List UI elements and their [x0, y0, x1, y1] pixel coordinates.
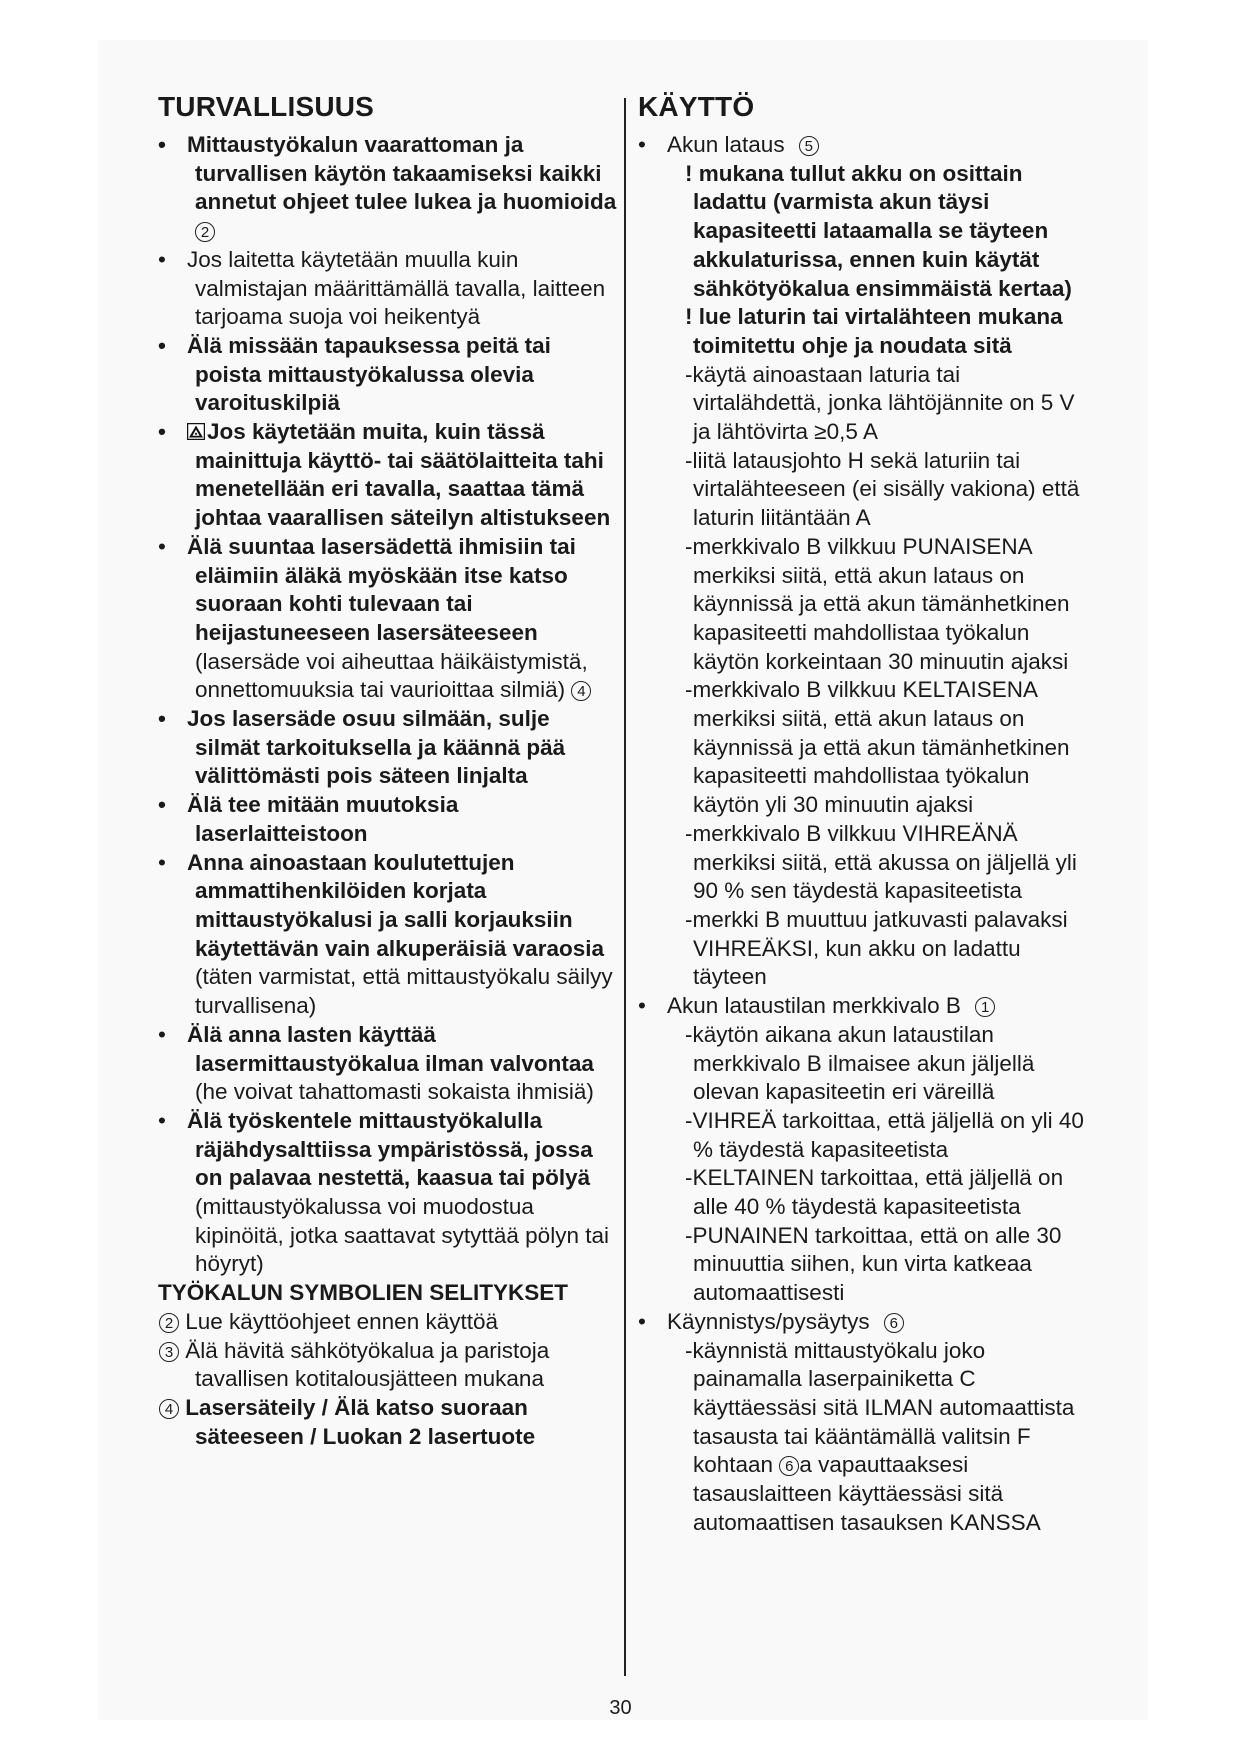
safety-item: • Älä tee mitään muutoksia laserlaitteistoon [158, 791, 620, 848]
laser-warning-icon [187, 423, 205, 440]
indicator-step: -KELTAINEN tarkoittaa, että jäljellä on alle 40 % täydestä kapasiteetista [685, 1165, 1064, 1220]
safety-item: • Jos käytetään muita, kuin tässä mainittuja käyttö- tai säätölaitteita tahi menetellään eri tavalla, saattaa tämä johtaa vaarallisen säteilyn altistukseen [158, 418, 620, 533]
charge-step: -merkkivalo B vilkkuu VIHREÄNÄ merkiksi siitä, että akussa on jäljellä yli 90 % sen täydestä kapasiteetista [685, 820, 1077, 904]
safety-heading: TURVALLISUUS [158, 91, 375, 122]
ref-circle: 2 [159, 1313, 179, 1333]
ref-circle: 4 [159, 1399, 179, 1419]
startstop-step: -käynnistä mittaustyökalu joko painamalla laserpainiketta C käyttäessäsi sitä ILMAN automaattista tasausta tai kääntämällä valitsin F kohtaan 6 a vapauttaaksesi tasauslaitteen käyttäessäsi sitä automaattisen tasauksen KANSSA [685, 1337, 1075, 1535]
indicator-title: • Akun lataustilan merkkivalo B 1 [638, 992, 1088, 1021]
ref-circle: 2 [195, 222, 215, 242]
symbol-item: 2 Lue käyttöohjeet ennen käyttöä [158, 1308, 620, 1337]
charge-note: ! mukana tullut akku on osittain ladattu (varmista akun täysi kapasiteetti lataamalla se täyteen akkulaturissa, ennen kuin käytät sähkötyökalua ensimmäistä kertaa) [685, 160, 1072, 301]
safety-column [158, 90, 620, 1451]
symbol-item: 4 Lasersäteily / Älä katso suoraan säteeseen / Luokan 2 lasertuote [158, 1394, 620, 1451]
safety-item: • Älä anna lasten käyttää lasermittaustyökalua ilman valvontaa (he voivat tahattomasti sokaista ihmisiä) [158, 1021, 620, 1107]
symbols-heading: TYÖKALUN SYMBOLIEN SELITYKSET [158, 1280, 569, 1306]
charge-note: ! lue laturin tai virtalähteen mukana toimitettu ohje ja noudata sitä [685, 304, 1063, 358]
safety-item: • Älä missään tapauksessa peitä tai poista mittaustyökalussa olevia varoituskilpiä [158, 332, 620, 418]
safety-item: • Anna ainoastaan koulutettujen ammattihenkilöiden korjata mittaustyökalusi ja salli korjauksiin käytettävän vain alkuperäisiä varaosia (täten varmistat, että mittaustyökalu säilyy turvallisena) [158, 849, 620, 1021]
ref-circle: 5 [799, 136, 819, 156]
operation-heading: KÄYTTÖ [638, 91, 755, 122]
indicator-step: -käytön aikana akun lataustilan merkkivalo B ilmaisee akun jäljellä olevan kapasiteetin eri väreillä [685, 1021, 1035, 1105]
ref-circle: 3 [159, 1342, 179, 1362]
charge-step: -merkkivalo B vilkkuu KELTAISENA merkiksi siitä, että akun lataus on käynnissä ja että akun tämänhetkinen kapasiteetti mahdollistaa työkalun käytön yli 30 minuutin ajaksi [685, 677, 1070, 818]
safety-item: • Jos laitetta käytetään muulla kuin valmistajan määrittämällä tavalla, laitteen tarjoama suoja voi heikentyä [158, 246, 620, 332]
charge-step: -käytä ainoastaan laturia tai virtalähdettä, jonka lähtöjännite on 5 V ja lähtövirta ≥0,5 A [685, 361, 1075, 445]
startstop-title: • Käynnistys/pysäytys 6 [638, 1308, 1088, 1337]
indicator-step: -VIHREÄ tarkoittaa, että jäljellä on yli 40 % täydestä kapasiteetista [685, 1107, 1084, 1162]
ref-circle: 6 [884, 1313, 904, 1333]
indicator-step: -PUNAINEN tarkoittaa, että on alle 30 minuuttia siihen, kun virta katkeaa automaattisesti [685, 1222, 1062, 1306]
column-divider [624, 98, 626, 1676]
charge-step: -merkki B muuttuu jatkuvasti palavaksi VIHREÄKSI, kun akku on ladattu täyteen [685, 906, 1068, 990]
ref-circle: 1 [975, 997, 995, 1017]
ref-circle: 4 [571, 681, 591, 701]
safety-item: • Jos lasersäde osuu silmään, sulje silmät tarkoituksella ja käännä pää välittömästi pois säteen linjalta [158, 705, 620, 791]
charge-title: • Akun lataus 5 [638, 131, 1088, 160]
charge-step: -liitä latausjohto H sekä laturiin tai virtalähteeseen (ei sisälly vakiona) että laturin liitäntään A [685, 447, 1080, 531]
safety-item: • Mittaustyökalun vaarattoman ja turvallisen käytön takaamiseksi kaikki annetut ohjeet tulee lukea ja huomioida 2 [158, 131, 620, 246]
page-number: 30 [609, 1697, 632, 1719]
symbol-item: 3 Älä hävitä sähkötyökalua ja paristoja tavallisen kotitalousjätteen mukana [158, 1337, 620, 1394]
safety-item: • Älä suuntaa lasersädettä ihmisiin tai eläimiin äläkä myöskään itse katso suoraan kohti tulevaan tai heijastuneeseen lasersäteeseen (lasersäde voi aiheuttaa häikäistymistä, onnettomuuksia tai vaurioittaa silmiä) 4 [158, 533, 620, 705]
safety-item: • Älä työskentele mittaustyökalulla räjähdysalttiissa ympäristössä, jossa on palavaa nestettä, kaasua tai pölyä (mittaustyökalussa voi muodostua kipinöitä, jotka saattavat sytyttää pölyn tai höyryt) [158, 1107, 620, 1279]
operation-column [638, 90, 1088, 1537]
ref-circle: 6 [779, 1456, 799, 1476]
charge-step: -merkkivalo B vilkkuu PUNAISENA merkiksi siitä, että akun lataus on käynnissä ja että akun tämänhetkinen kapasiteetti mahdollistaa työkalun käytön korkeintaan 30 minuutin ajaksi [685, 533, 1070, 674]
